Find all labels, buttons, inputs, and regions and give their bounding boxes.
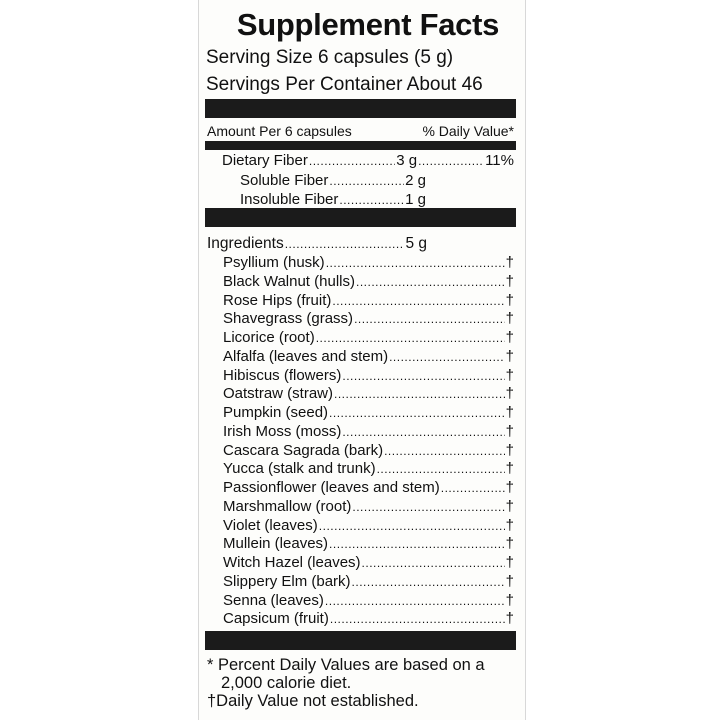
ingredient-label: Capsicum (fruit) [223, 610, 329, 628]
ingredient-row [223, 553, 514, 573]
nutrient-row [222, 151, 514, 171]
ingredients-total-row [207, 234, 427, 254]
ingredients-label: Ingredients [207, 235, 284, 252]
leader-dots [384, 442, 505, 461]
thick-divider [205, 208, 516, 227]
ingredient-row [223, 366, 514, 386]
medium-divider [205, 141, 516, 150]
ingredient-label: Licorice (root) [223, 329, 315, 346]
leader-dots [330, 610, 505, 629]
leader-dots [329, 535, 505, 554]
ingredient-label: Shavegrass (grass) [223, 310, 354, 328]
leader-dots [352, 573, 505, 592]
dagger-mark: † [505, 610, 514, 628]
ingredient-row [223, 347, 514, 367]
leader-dots [319, 517, 505, 536]
leader-dots [326, 254, 505, 273]
dagger-mark: † [505, 366, 514, 384]
leader-dots [285, 235, 405, 254]
leader-dots [354, 310, 505, 329]
amount-per-header: Amount Per 6 capsules [207, 123, 352, 139]
nutrient-amount: 3 g [396, 152, 418, 169]
nutrient-label: Insoluble Fiber [240, 191, 339, 208]
ingredient-label: Rose Hips (fruit) [223, 291, 332, 309]
servings-per-container: Servings Per Container About 46 [206, 74, 483, 95]
facts-title: Supplement Facts [236, 7, 500, 42]
leader-dots [441, 479, 505, 498]
dagger-mark: † [505, 329, 514, 346]
leader-dots [342, 423, 504, 442]
ingredient-row [223, 328, 514, 348]
nutrient-row [240, 190, 426, 210]
nutrient-daily-value: 11% [485, 152, 514, 169]
ingredient-label: Slippery Elm (bark) [223, 572, 351, 590]
ingredient-label: Black Walnut (hulls) [223, 272, 355, 290]
ingredient-row [223, 459, 514, 479]
ingredient-row [223, 497, 514, 517]
ingredient-label: Hibiscus (flowers) [223, 366, 342, 384]
footnote-dv-not-established: †Daily Value not established. [207, 692, 419, 710]
nutrient-label: Dietary Fiber [222, 152, 308, 169]
ingredient-row [223, 572, 514, 592]
ingredient-label: Psyllium (husk) [223, 254, 325, 271]
daily-value-header: % Daily Value* [422, 123, 514, 139]
ingredient-label: Oatstraw (straw) [223, 385, 334, 403]
nutrient-amount: 2 g [405, 172, 426, 189]
dagger-mark: † [505, 591, 514, 609]
ingredient-label: Cascara Sagrada (bark) [223, 441, 384, 459]
ingredient-row [223, 534, 514, 554]
amount-header-row [207, 122, 514, 140]
leader-dots [342, 367, 504, 386]
ingredient-label: Violet (leaves) [223, 516, 318, 534]
ingredient-row [223, 422, 514, 442]
footnote-percent-dv: * Percent Daily Values are based on a [207, 656, 485, 674]
leader-dots [325, 592, 505, 611]
nutrient-label: Soluble Fiber [240, 172, 329, 189]
footnote-calorie-diet: 2,000 calorie diet. [221, 674, 352, 692]
ingredient-row [223, 384, 514, 404]
ingredient-label: Alfalfa (leaves and stem) [223, 347, 389, 365]
dagger-mark: † [505, 535, 514, 553]
dagger-mark: † [505, 272, 514, 290]
serving-size: Serving Size 6 capsules (5 g) [206, 47, 454, 68]
leader-dots [389, 348, 505, 367]
dagger-mark: † [505, 310, 514, 328]
ingredient-row [223, 591, 514, 611]
ingredient-row [223, 403, 514, 423]
ingredients-amount: 5 g [405, 235, 427, 252]
ingredient-row [223, 478, 514, 498]
leader-dots [332, 292, 504, 311]
thick-divider [205, 99, 516, 118]
ingredient-row [223, 609, 514, 629]
leader-dots [352, 498, 504, 517]
dagger-mark: † [505, 572, 514, 590]
ingredient-row [223, 309, 514, 329]
dagger-mark: † [505, 441, 514, 459]
dagger-mark: † [505, 554, 514, 571]
leader-dots [329, 172, 404, 191]
leader-dots [309, 152, 395, 171]
ingredient-row [223, 272, 514, 292]
nutrient-row [240, 171, 426, 191]
nutrient-amount: 1 g [405, 191, 426, 208]
ingredient-label: Marshmallow (root) [223, 497, 352, 515]
dagger-mark: † [505, 516, 514, 534]
leader-dots [377, 460, 505, 479]
thick-divider [205, 631, 516, 650]
leader-dots [334, 385, 505, 404]
ingredient-label: Pumpkin (seed) [223, 404, 329, 421]
dagger-mark: † [505, 347, 514, 365]
dagger-mark: † [505, 479, 514, 496]
leader-dots [418, 152, 482, 171]
dagger-mark: † [505, 460, 514, 478]
dagger-mark: † [505, 291, 514, 309]
dagger-mark: † [505, 404, 514, 421]
dagger-mark: † [505, 497, 514, 515]
ingredient-label: Senna (leaves) [223, 591, 324, 609]
dagger-mark: † [505, 385, 514, 403]
ingredient-row [223, 291, 514, 311]
ingredient-label: Passionflower (leaves and stem) [223, 479, 440, 496]
ingredient-row [223, 253, 514, 273]
leader-dots [316, 329, 505, 348]
ingredient-label: Yucca (stalk and trunk) [223, 460, 376, 478]
ingredient-label: Witch Hazel (leaves) [223, 554, 361, 571]
ingredient-row [223, 441, 514, 461]
ingredient-label: Irish Moss (moss) [223, 422, 342, 440]
leader-dots [329, 404, 505, 423]
ingredient-row [223, 516, 514, 536]
ingredient-label: Mullein (leaves) [223, 535, 329, 553]
dagger-mark: † [505, 422, 514, 440]
dagger-mark: † [505, 254, 514, 271]
leader-dots [362, 554, 505, 573]
leader-dots [356, 273, 505, 292]
